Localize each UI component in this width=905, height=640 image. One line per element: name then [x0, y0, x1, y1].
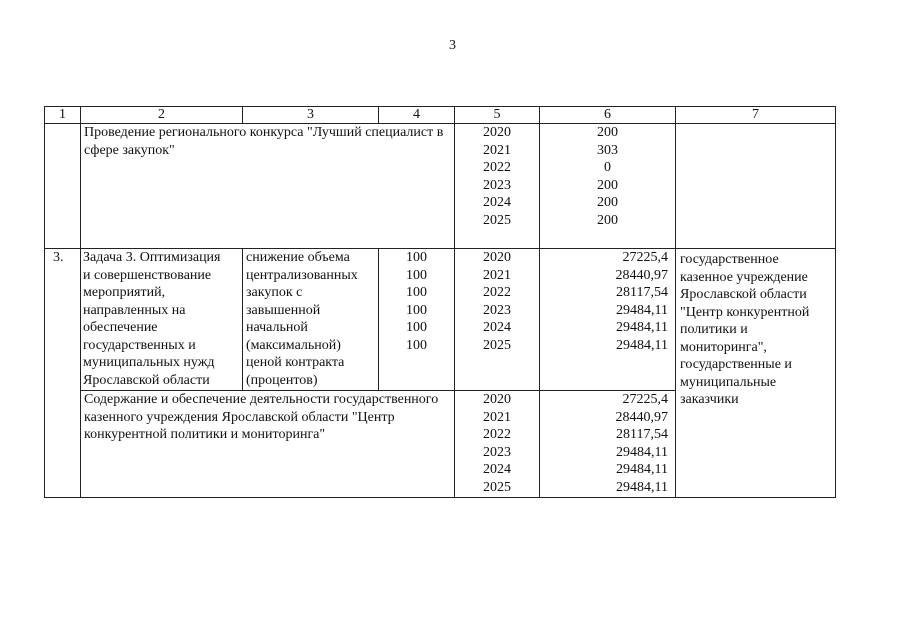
year: 2022 — [483, 427, 511, 442]
target-value: 100 — [406, 250, 427, 265]
program-table — [44, 106, 836, 498]
task-years — [455, 249, 540, 391]
amount: 28117,54 — [616, 285, 668, 300]
executor-line: муниципальные — [680, 374, 777, 390]
year: 2023 — [483, 177, 511, 193]
amount: 27225,4 — [622, 392, 668, 407]
year: 2022 — [483, 160, 511, 175]
task-line: государственных и — [83, 337, 196, 353]
table-row-task-3 — [45, 249, 836, 391]
year: 2020 — [483, 392, 511, 407]
task-line: Ярославской области — [83, 372, 210, 388]
indicator-line: централизованных — [246, 267, 358, 283]
indicator-line: снижение объема — [246, 250, 350, 265]
task-line: Задача 3. Оптимизация — [83, 250, 221, 265]
target-value: 100 — [406, 267, 427, 283]
amount: 29484,11 — [616, 444, 668, 460]
maintenance-amounts — [540, 391, 676, 498]
table-row-contest — [45, 124, 836, 249]
executor-line: политики и — [680, 322, 748, 337]
task-line: обеспечение — [83, 320, 158, 335]
task-targets — [379, 249, 455, 391]
amount: 28440,97 — [615, 267, 668, 283]
year: 2024 — [483, 195, 511, 210]
amount: 0 — [604, 160, 611, 175]
amount: 200 — [597, 125, 618, 140]
task-line: мероприятий, — [83, 285, 166, 300]
header-col-2: 2 — [81, 107, 243, 124]
cell-number-empty — [45, 124, 81, 249]
task-number: 3. — [45, 249, 81, 498]
contest-years — [455, 124, 540, 249]
executor-line: государственное — [680, 252, 779, 267]
year: 2021 — [483, 409, 511, 425]
amount: 200 — [597, 195, 618, 210]
page-number: 3 — [449, 38, 456, 53]
indicator-line: начальной — [246, 320, 308, 335]
target-value: 100 — [406, 302, 427, 318]
amount: 29484,11 — [616, 320, 668, 335]
task-executor — [676, 249, 836, 498]
amount: 28440,97 — [615, 409, 668, 425]
indicator-line: закупок с — [246, 285, 303, 300]
header-col-3: 3 — [243, 107, 379, 124]
year: 2025 — [483, 479, 511, 495]
task-line: направленных на — [83, 302, 186, 318]
maintenance-years — [455, 391, 540, 498]
amount: 29484,11 — [616, 302, 668, 318]
target-value: 100 — [406, 285, 427, 300]
year: 2021 — [483, 142, 511, 158]
indicator-line: ценой контракта — [246, 355, 345, 370]
task-line: и совершенствование — [83, 267, 212, 283]
indicator-line: (процентов) — [246, 372, 318, 388]
executor-line: казенное учреждение — [680, 269, 808, 285]
year: 2024 — [483, 462, 511, 477]
year: 2020 — [483, 125, 511, 140]
year: 2024 — [483, 320, 511, 335]
task-line: муниципальных нужд — [83, 355, 215, 370]
indicator-line: (максимальной) — [246, 337, 341, 353]
maintenance-name: Содержание и обеспечение деятельности государственного казенного учреждения Ярославской области "Центр конкурентной политики и мониторинга" — [81, 391, 455, 498]
year: 2022 — [483, 285, 511, 300]
header-col-6: 6 — [540, 107, 676, 124]
amount: 29484,11 — [616, 479, 668, 495]
amount: 200 — [597, 177, 618, 193]
task-description — [81, 249, 243, 391]
executor-line: заказчики — [680, 392, 739, 407]
amount: 29484,11 — [616, 337, 668, 353]
contest-executor-empty — [676, 124, 836, 249]
amount: 29484,11 — [616, 462, 668, 477]
year: 2020 — [483, 250, 511, 265]
target-value: 100 — [406, 320, 427, 335]
task-amounts — [540, 249, 676, 391]
task-indicator — [243, 249, 379, 391]
target-value: 100 — [406, 337, 427, 353]
header-col-7: 7 — [676, 107, 836, 124]
amount: 303 — [597, 142, 618, 158]
executor-line: государственные и — [680, 357, 792, 372]
amount: 28117,54 — [616, 427, 668, 442]
year: 2021 — [483, 267, 511, 283]
executor-line: "Центр конкурентной — [680, 304, 810, 320]
year: 2025 — [483, 337, 511, 353]
header-col-5: 5 — [455, 107, 540, 124]
indicator-line: завышенной — [246, 302, 321, 318]
amount: 27225,4 — [622, 250, 668, 265]
executor-line: мониторинга", — [680, 339, 767, 355]
amount: 200 — [597, 212, 618, 228]
year: 2025 — [483, 212, 511, 228]
contest-amounts — [540, 124, 676, 249]
executor-line: Ярославской области — [680, 287, 807, 302]
header-row — [45, 107, 836, 124]
year: 2023 — [483, 302, 511, 318]
header-col-1: 1 — [45, 107, 81, 124]
year: 2023 — [483, 444, 511, 460]
contest-name: Проведение регионального конкурса "Лучший специалист в сфере закупок" — [81, 124, 455, 249]
header-col-4: 4 — [379, 107, 455, 124]
